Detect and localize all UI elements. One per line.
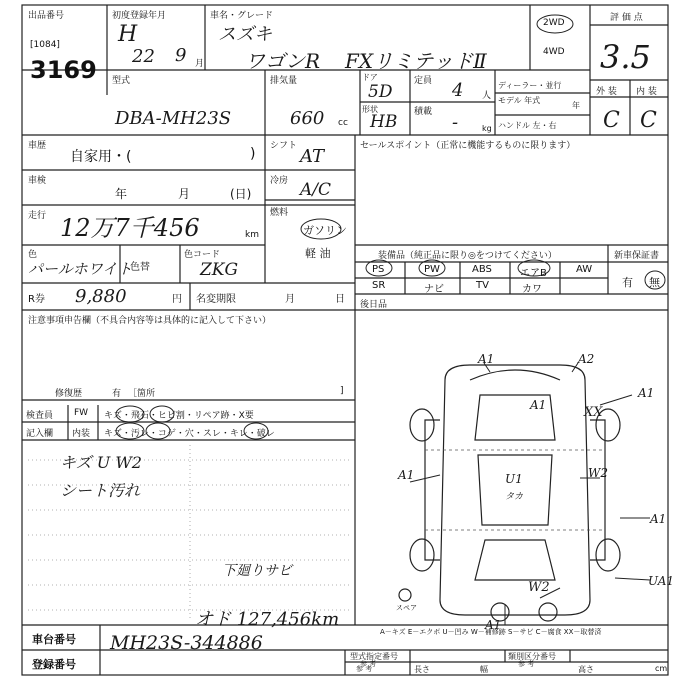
- capacity-value: 4: [452, 80, 464, 101]
- drive-4wd: 4WD: [543, 47, 565, 57]
- inspection-day: (日): [230, 187, 252, 201]
- car-label: 車名・グレード: [210, 11, 274, 21]
- repair-label: 修復歴: [55, 389, 83, 399]
- color-label: 色: [28, 250, 38, 260]
- color-code: ZKG: [200, 260, 239, 280]
- exterior-grade: C: [603, 108, 620, 133]
- recycle-value: 9,880: [75, 286, 127, 307]
- after-label: 後日品: [360, 300, 388, 310]
- chassis-label: 車台番号: [32, 633, 76, 646]
- inspector-fw: FW: [74, 408, 89, 418]
- inspector-label-1: 検査員: [26, 411, 54, 421]
- dealer-label: ディーラー・並行: [498, 81, 562, 90]
- warranty-label: 新車保証書: [614, 251, 660, 261]
- displacement-value: 660: [290, 108, 325, 129]
- mark-sub: タカ: [505, 492, 524, 502]
- displacement-label: 排気量: [270, 76, 298, 86]
- legend: A－キズ E－エクボ U－凹み W－補修跡 S－サビ C－腐食 XX－取替済: [380, 628, 602, 636]
- inspector-int-items: キズ・汚レ・コゲ・穴・スレ・キレ・破レ: [104, 429, 275, 439]
- meigi-day: 日: [335, 294, 345, 305]
- shift-value: AT: [300, 146, 325, 167]
- warranty-yes: 有: [622, 276, 633, 289]
- ac-value: A/C: [300, 180, 332, 200]
- model-year-label: モデル 年式: [498, 96, 541, 105]
- mark-xx: XX: [584, 405, 603, 420]
- width-label: 幅: [480, 665, 488, 674]
- mark-u1: U1: [505, 472, 523, 486]
- interior-label: 内 装: [636, 87, 657, 97]
- load-label: 積載: [414, 107, 433, 117]
- registration-year: 22: [132, 46, 155, 67]
- warranty-no: 無: [649, 276, 660, 289]
- fuel-gasoline: ガソリン: [303, 224, 347, 237]
- equipment-label: 装備品（純正品に限り◎をつけてください）: [378, 251, 557, 261]
- kg-unit: kg: [482, 124, 492, 133]
- type-cert-label: 型式指定番号: [350, 652, 398, 661]
- shape-value: HB: [370, 112, 398, 132]
- meigi-label: 名変期限: [196, 294, 236, 305]
- registration-era: H: [118, 22, 138, 47]
- model-code: DBA-MH23S: [115, 108, 232, 129]
- class-no-label: 類別区分番号: [508, 652, 556, 661]
- doors-label: ドア: [362, 73, 378, 82]
- sales-point-label: セールスポイント（正常に機能するものに限ります）: [360, 141, 576, 151]
- repair-close: ]: [340, 386, 344, 396]
- fuel-label: 燃料: [270, 208, 289, 218]
- capacity-label: 定員: [414, 76, 433, 86]
- lot-label: 出品番号: [28, 11, 65, 21]
- dims-ref: 参 考: [356, 665, 373, 673]
- mark-a1-left: A1: [398, 468, 415, 482]
- mark-a1-right-upper: A1: [638, 386, 655, 400]
- color-code-label: 色コード: [184, 250, 221, 260]
- equip-pw: PW: [424, 264, 440, 275]
- inspection-label: 車検: [28, 176, 47, 186]
- mileage-value: 12万7千456: [60, 214, 200, 242]
- year-unit: 年: [572, 101, 580, 110]
- mark-a1-hood: A1: [530, 398, 547, 412]
- equip-tv: TV: [476, 280, 489, 291]
- lot-code: [1084]: [30, 40, 60, 50]
- exterior-label: 外 装: [596, 87, 617, 97]
- car-model: ワゴンR: [245, 49, 321, 73]
- spare-label: スペア: [396, 604, 417, 612]
- history-options: 自家用・(: [70, 149, 132, 165]
- inspector-int: 内装: [72, 429, 91, 439]
- lot-number: 3169: [30, 56, 97, 84]
- equip-navi: ナビ: [424, 284, 444, 295]
- recycle-label: R券: [28, 294, 45, 305]
- note-line-3: 下廻りサビ: [222, 563, 292, 579]
- equip-abs: ABS: [472, 264, 492, 275]
- mark-w2-bottom: W2: [528, 580, 550, 595]
- rating-score: 3.5: [600, 38, 651, 76]
- register-label: 登録番号: [32, 658, 76, 671]
- note-line-2: シート汚れ: [60, 481, 141, 500]
- odo-note: オド 127,456km: [195, 609, 340, 630]
- drive-2wd: 2WD: [543, 18, 565, 28]
- mark-a1-top-left: A1: [478, 352, 495, 366]
- equip-leather: カワ: [522, 284, 542, 295]
- mileage-unit: km: [245, 230, 259, 240]
- interior-grade: C: [640, 108, 657, 133]
- notes-label: 注意事項申告欄（不具合内容等は具体的に記入して下さい）: [28, 316, 272, 326]
- length-label: 長さ: [414, 665, 430, 674]
- meigi-month: 月: [285, 294, 295, 305]
- repair-place: ［箇所: [128, 389, 156, 399]
- inspection-year: 年: [115, 187, 128, 201]
- registration-label: 初度登録年月: [112, 11, 167, 21]
- month-unit: 月: [195, 59, 205, 69]
- equip-ps: PS: [372, 264, 385, 275]
- equip-airbag: エアB: [520, 268, 547, 279]
- fuel-light-oil: 軽 油: [305, 247, 331, 260]
- doors-value: 5D: [368, 82, 393, 102]
- repair-yes: 有: [112, 389, 122, 399]
- type-cert-ref: 参 考: [360, 660, 377, 668]
- class-no-ref: 参 考: [518, 660, 535, 668]
- equip-sr: SR: [372, 280, 386, 291]
- repaint-label: 色替: [130, 262, 150, 273]
- registration-month: 9: [175, 45, 187, 66]
- mark-ua1: UA1: [648, 574, 675, 588]
- mark-w2-right: W2: [588, 466, 608, 480]
- cm-unit: cm: [655, 664, 668, 673]
- ac-label: 冷房: [270, 176, 289, 186]
- shift-label: シフト: [270, 141, 298, 151]
- person-unit: 人: [482, 91, 492, 101]
- model-label: 型式: [112, 76, 131, 86]
- equip-aw: AW: [576, 264, 593, 275]
- history-label: 車歴: [28, 141, 47, 151]
- shape-label: 形状: [362, 105, 378, 114]
- load-value: -: [452, 112, 459, 133]
- mark-a2-top-right: A2: [578, 352, 595, 366]
- history-close: ): [250, 146, 256, 162]
- chassis-value: MH23S-344886: [110, 632, 263, 654]
- car-maker: スズキ: [218, 24, 272, 45]
- inspector-label-2: 記入欄: [26, 429, 54, 439]
- mileage-label: 走行: [28, 211, 47, 221]
- inspection-month: 月: [178, 187, 191, 201]
- handle-label: ハンドル 左・右: [498, 121, 557, 130]
- mark-a1-right-mid: A1: [650, 512, 667, 526]
- yen-unit: 円: [172, 294, 182, 305]
- note-line-1: キズ U W2: [60, 453, 142, 472]
- mark-a1-bottom: A1: [485, 618, 502, 632]
- rating-label: 評 価 点: [610, 13, 643, 23]
- car-grade: FXリミテッドⅡ: [345, 49, 487, 73]
- color-value: パールホワイト: [28, 260, 133, 278]
- cc-unit: cc: [338, 118, 348, 128]
- height-label: 高さ: [578, 665, 594, 674]
- inspector-fw-items: キズ・飛石・ヒビ割・リペア跡・X要: [104, 411, 254, 421]
